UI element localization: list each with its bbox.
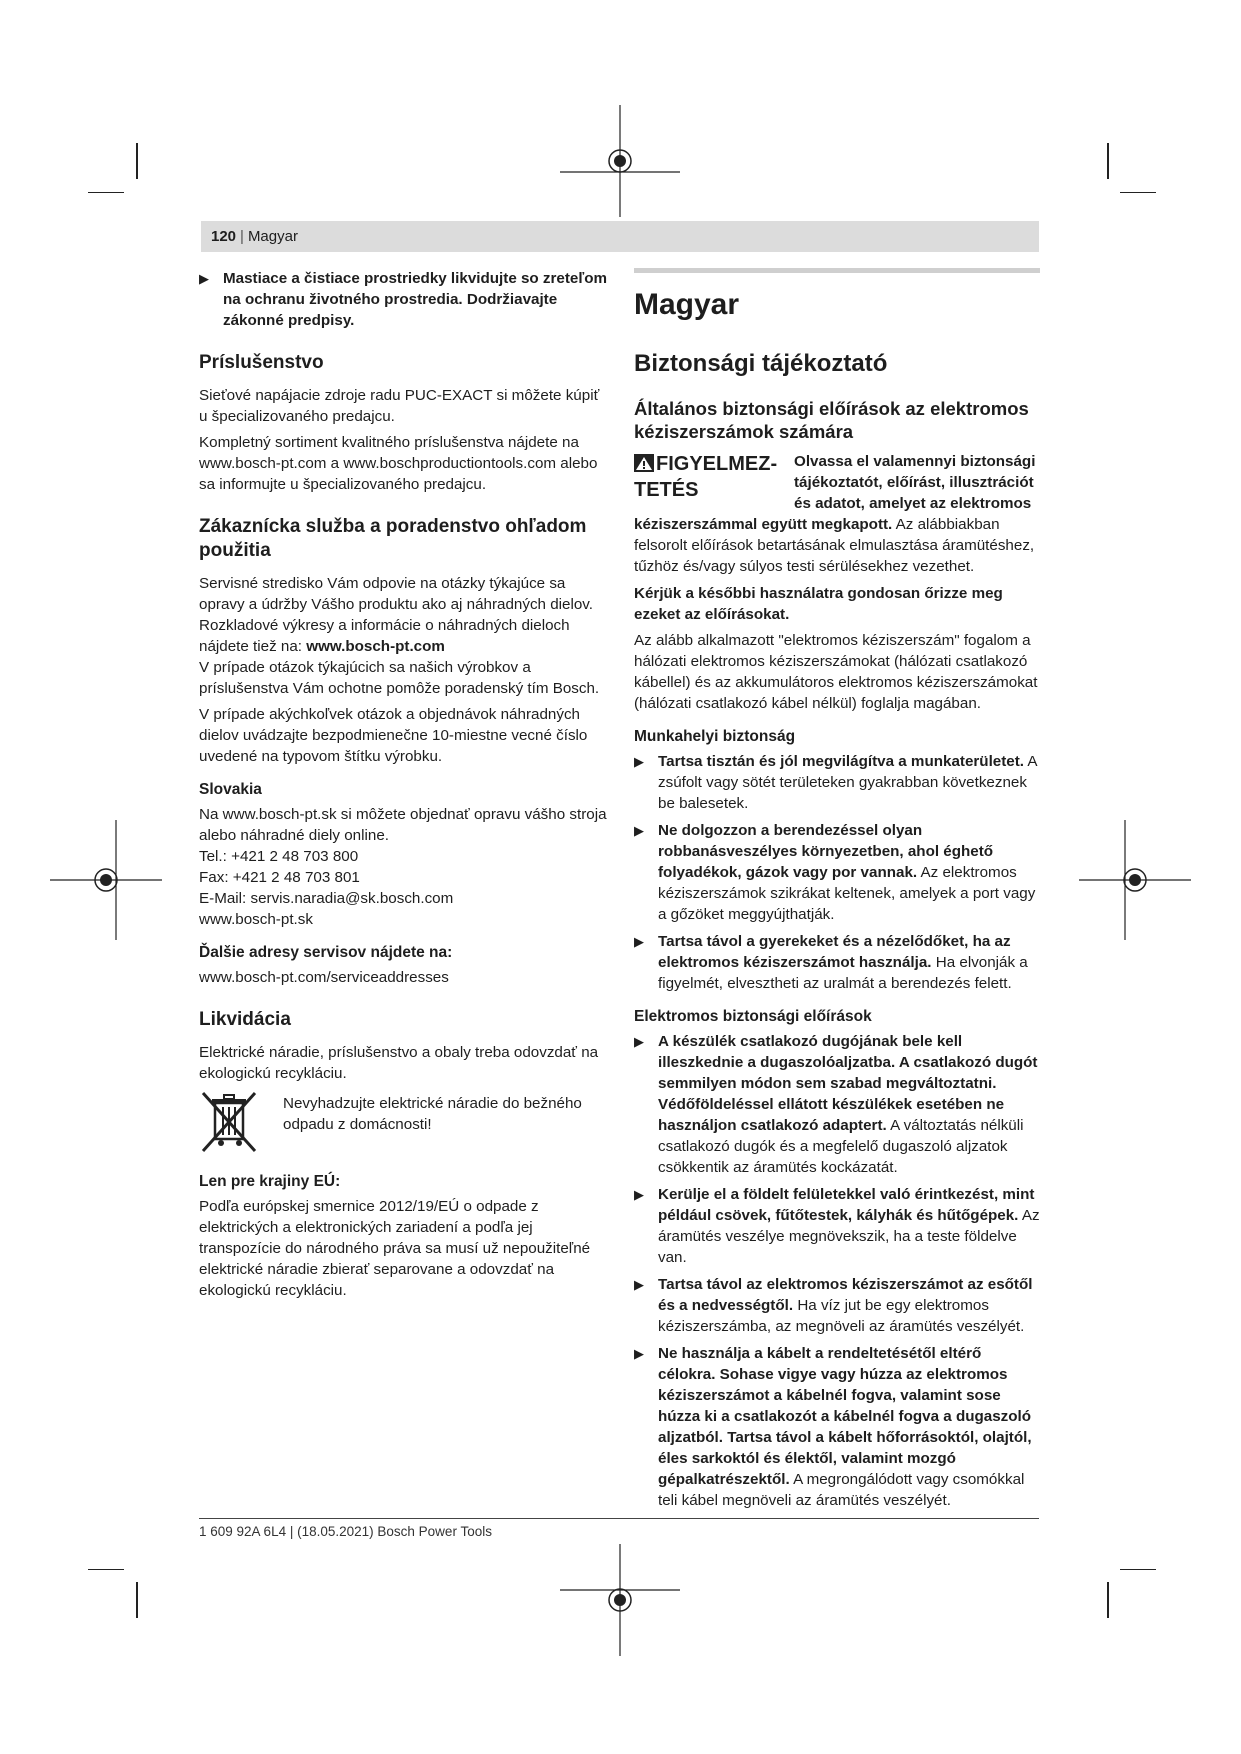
more-addresses-heading: Ďalšie adresy servisov nájdete na: xyxy=(199,944,453,961)
page-number: 120 xyxy=(211,228,237,245)
list-item: ▶ Kerülje el a földelt felületekkel való érintkezést, mint például csövek, fűtőtestek, kályhák és hűtőgépek. Az áramütés veszélye megnövekszik, ha a teste földelve van. xyxy=(634,1186,1040,1266)
slovakia-web[interactable]: www.bosch-pt.sk xyxy=(199,911,313,928)
slovakia-fax: Fax: +421 2 48 703 801 xyxy=(199,869,360,886)
warning-bold-text: Olvassa el valamennyi biztonsági tájékoztatót, előírást, illusztrációt és adatot, amelyet az elektromos kéziszerszámmal együtt megkapott. xyxy=(634,453,1036,533)
bullet-arrow-icon: ▶ xyxy=(634,1034,644,1049)
crop-mark xyxy=(1107,1582,1109,1618)
accessories-paragraph: Kompletný sortiment kvalitného príslušenstva nájdete na www.bosch-pt.com a www.boschproductiontools.com alebo sa informujte u špecializovaného predajcu. xyxy=(199,434,598,493)
left-column xyxy=(199,268,611,1306)
bullet-arrow-icon: ▶ xyxy=(634,754,644,769)
service-link[interactable]: www.bosch-pt.com xyxy=(306,638,445,655)
disposal-paragraph: Elektrické náradie, príslušenstvo a obaly treba odovzdať na ekologickú recykláciu. xyxy=(199,1044,599,1082)
slovakia-heading: Slovakia xyxy=(199,781,262,798)
bullet-arrow-icon: ▶ xyxy=(199,271,209,286)
eu-heading: Len pre krajiny EÚ: xyxy=(199,1173,341,1190)
registration-mark-icon xyxy=(1075,820,1195,940)
list-item: ▶ A készülék csatlakozó dugójának bele kell illeszkednie a dugaszolóaljzatba. A csatlakozó dugót semmilyen módon sem szabad megváltoztatni. Védőföldeléssel ellátott készülékek esetében ne használjon csatlakozó adaptert. A változtatás nélküli csatlakozó dugók és a megfelelő dugaszoló aljzatok csökkentik az áramütés kockázatát. xyxy=(634,1033,1038,1176)
list-item: ▶ Ne használja a kábelt a rendeltetésétől eltérő célokra. Sohase vigye vagy húzza az elektromos kéziszerszámot a kábelnél fogva, valamint sose húzza ki a csatlakozót a kábelnél fogva a dugaszoló aljzatból. Tartsa távol a kábelt hőforrásoktól, olajtól, éles sarkoktól és élektől, valamint mozgó gépalkatrészektől. A megrongálódott vagy csomókkal teli kábel megnöveli az áramütés veszélyét. xyxy=(634,1345,1032,1509)
registration-mark-icon xyxy=(560,101,680,221)
page-header xyxy=(201,221,1039,252)
warning-label: FIGYELMEZ- TETÉS xyxy=(634,453,778,501)
weee-notice xyxy=(199,1089,611,1155)
list-item: ▶ Ne dolgozzon a berendezéssel olyan robbanásveszélyes környezetben, ahol éghető folyadékok, gázok vagy por vannak. Az elektromos kéziszerszámok szikrákat keltenek, amelyek a port vagy a gőzöket meggyújthatják. xyxy=(634,822,1036,923)
crop-mark xyxy=(136,143,138,179)
service-heading: Zákaznícka služba a poradenstvo ohľadom použitia xyxy=(199,516,587,561)
bullet-arrow-icon: ▶ xyxy=(634,1277,644,1292)
term-paragraph: Az alább alkalmazott "elektromos kéziszerszám" fogalom a hálózati elektromos kéziszerszámokat (hálózati csatlakozó kábellel) és az akkumulátoros elektromos kéziszerszámokat (hálózati csatlakozó kábel nélkül) foglalja magában. xyxy=(634,632,1038,712)
registration-mark-icon xyxy=(46,820,166,940)
right-column xyxy=(634,268,1040,1517)
bullet-arrow-icon: ▶ xyxy=(634,934,644,949)
accessories-heading: Príslušenstvo xyxy=(199,352,324,373)
warning-block xyxy=(634,451,1040,577)
section-rule xyxy=(634,268,1040,273)
list-item: ▶ Tartsa távol a gyerekeket és a nézelődőket, ha az elektromos kéziszerszámot használja. Ha elvonják a figyelmét, elvesztheti az uralmát a berendezés felett. xyxy=(634,933,1028,992)
crop-mark xyxy=(136,1582,138,1618)
crossed-bin-icon xyxy=(199,1089,259,1155)
intro-bullet: ▶ Mastiace a čistiace prostriedky likvidujte so zreteľom na ochranu životného prostredia. Dodržiavajte zákonné predpisy. xyxy=(199,270,608,329)
list-item: ▶ Tartsa tisztán és jól megvilágítva a munkaterületet. A zsúfolt vagy sötét területeken gyakrabban következnek be balesetek. xyxy=(634,753,1037,812)
eu-paragraph: Podľa európskej smernice 2012/19/EÚ o odpade z elektrických a elektronických zariadení a podľa jej transpozície do národného práva sa musí už nepoužiteľné elektrické náradie zbierať separovane a odovzdať na ekologickú recykláciu. xyxy=(199,1198,591,1299)
slovakia-line: Na www.bosch-pt.sk si môžete objednať opravu vášho stroja alebo náhradné diely online. xyxy=(199,806,607,844)
section-title: Biztonsági tájékoztató xyxy=(634,350,888,377)
header-language: Magyar xyxy=(247,228,298,245)
warning-text: Az alábbiakban felsorolt előírások betartásának elmulasztása áramütéshez, tűzhöz és/vagy súlyos testi sérülésekhez vezethet. xyxy=(634,516,1035,575)
registration-mark-icon xyxy=(560,1540,680,1660)
bullet-arrow-icon: ▶ xyxy=(634,823,644,838)
crop-mark xyxy=(1120,192,1156,193)
service-paragraph: V prípade otázok týkajúcich sa našich výrobkov a príslušenstva Vám ochotne pomôže poradenský tím Bosch. xyxy=(199,659,600,697)
accessories-paragraph: Sieťové napájacie zdroje radu PUC-EXACT si môžete kúpiť u špecializovaného predajcu. xyxy=(199,387,600,425)
crop-mark xyxy=(88,192,124,193)
service-paragraph: Servisné stredisko Vám odpovie na otázky týkajúce sa opravy a údržby Vášho produktu ako aj náhradných dielov. Rozkladové výkresy a informácie o náhradných dieloch nájdete tiež na: www.bosch-pt.com xyxy=(199,575,593,655)
service-paragraph: V prípade akýchkoľvek otázok a objednávok náhradných dielov uvádzajte bezpodmienečne 10-miestne vecné číslo uvedené na typovom štítku výrobku. xyxy=(199,706,588,765)
bullet-arrow-icon: ▶ xyxy=(634,1187,644,1202)
general-safety-heading: Általános biztonsági előírások az elektromos kéziszerszámok számára xyxy=(634,398,1029,442)
crop-mark xyxy=(88,1569,124,1570)
keep-notice: Kérjük a későbbi használatra gondosan őrizze meg ezeket az előírásokat. xyxy=(634,585,1003,623)
footer-rule xyxy=(199,1518,1039,1519)
slovakia-tel: Tel.: +421 2 48 703 800 xyxy=(199,848,359,865)
footer-text: 1 609 92A 6L4 | (18.05.2021) Bosch Power Tools xyxy=(199,1524,492,1539)
crop-mark xyxy=(1107,143,1109,179)
header-separator: | xyxy=(240,228,244,245)
electrical-safety-heading: Elektromos biztonsági előírások xyxy=(634,1008,872,1025)
crop-mark xyxy=(1120,1569,1156,1570)
disposal-heading: Likvidácia xyxy=(199,1009,291,1030)
work-safety-heading: Munkahelyi biztonság xyxy=(634,728,796,745)
bullet-arrow-icon: ▶ xyxy=(634,1346,644,1361)
language-title: Magyar xyxy=(634,288,740,321)
list-item: ▶ Tartsa távol az elektromos kéziszerszámot az esőtől és a nedvességtől. Ha víz jut be egy elektromos kéziszerszámba, az megnöveli az áramütés veszélyét. xyxy=(634,1276,1033,1335)
slovakia-email[interactable]: E-Mail: servis.naradia@sk.bosch.com xyxy=(199,890,454,907)
warning-triangle-icon xyxy=(634,454,654,472)
more-addresses-link[interactable]: www.bosch-pt.com/serviceaddresses xyxy=(199,969,449,986)
weee-text: Nevyhadzujte elektrické náradie do bežného odpadu z domácnosti! xyxy=(283,1095,582,1133)
